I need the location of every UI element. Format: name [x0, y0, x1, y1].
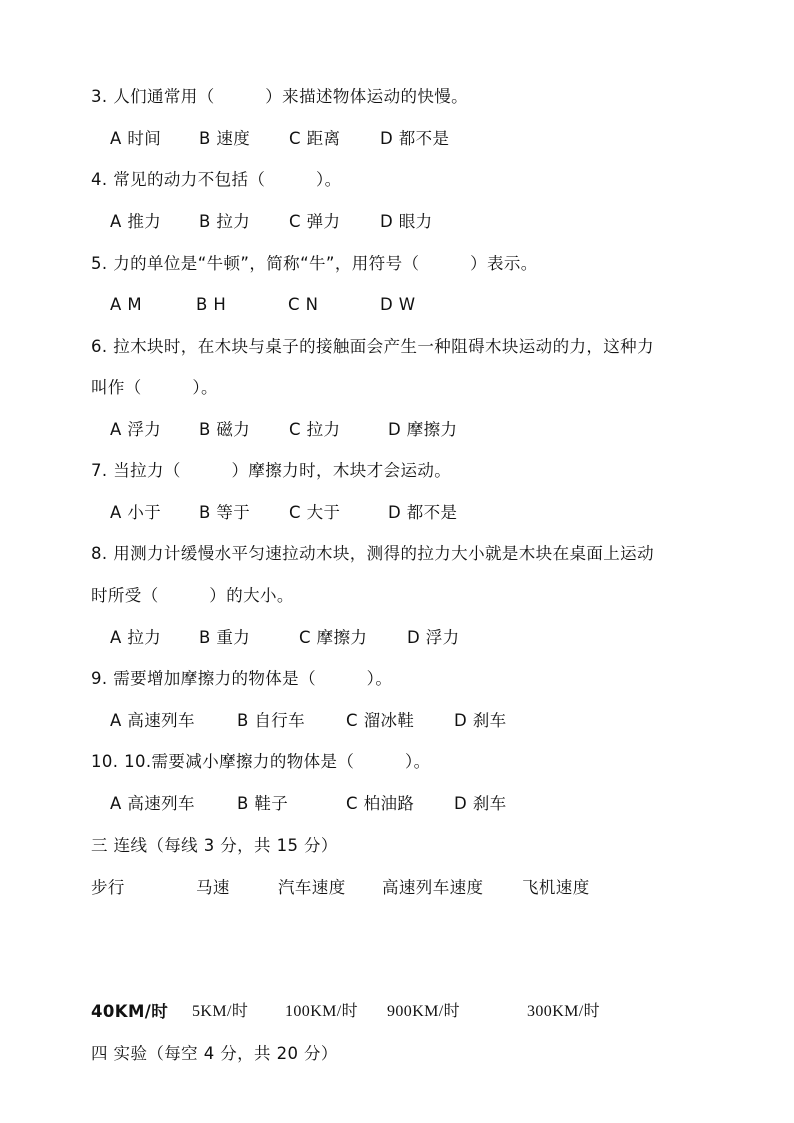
matching-bottom-item: 900KM/时	[387, 1003, 461, 1020]
option-a: A 浮力	[110, 420, 162, 439]
matching-bottom-item: 40KM/时	[91, 1002, 169, 1021]
question-5-stem: 5. 力的单位是“牛顿”，简称“牛”，用符号（ ）表示。	[91, 254, 538, 273]
matching-top-item: 飞机速度	[522, 878, 590, 897]
option-b: B 速度	[199, 129, 251, 148]
option-c: C 大于	[289, 503, 341, 522]
section-4-heading: 四 实验（每空 4 分，共 20 分）	[91, 1044, 338, 1063]
question-3-options	[110, 128, 750, 150]
option-b: B 鞋子	[237, 794, 289, 813]
question-8-options	[110, 627, 750, 649]
option-a: A 推力	[110, 212, 162, 231]
matching-bottom-item: 300KM/时	[527, 1003, 601, 1020]
question-8-stem: 8. 用测力计缓慢水平匀速拉动木块，测得的拉力大小就是木块在桌面上运动	[91, 544, 654, 563]
section-3-heading: 三 连线（每线 3 分，共 15 分）	[91, 836, 338, 855]
option-a: A 拉力	[110, 628, 162, 647]
option-d: D 刹车	[454, 794, 507, 813]
option-c: C 溜冰鞋	[346, 711, 415, 730]
option-a: A 时间	[110, 129, 162, 148]
option-d: D 都不是	[380, 129, 450, 148]
option-b: B H	[196, 295, 227, 314]
option-c: C 弹力	[289, 212, 341, 231]
option-d: D 浮力	[407, 628, 460, 647]
matching-bottom-item: 100KM/时	[285, 1003, 359, 1020]
option-a: A 高速列车	[110, 711, 195, 730]
option-b: B 拉力	[199, 212, 251, 231]
option-c: C 摩擦力	[299, 628, 368, 647]
option-d: D 摩擦力	[388, 420, 458, 439]
question-10-options	[110, 793, 750, 815]
question-9-options	[110, 710, 750, 732]
question-6-stem-continued: 叫作（ ）。	[91, 378, 218, 397]
matching-top-row	[0, 877, 794, 899]
option-c: C N	[288, 295, 319, 314]
matching-top-item: 马速	[196, 878, 230, 897]
question-9-stem: 9. 需要增加摩擦力的物体是（ ）。	[91, 669, 393, 688]
option-a: A M	[110, 295, 142, 314]
option-b: B 自行车	[237, 711, 306, 730]
matching-bottom-row	[0, 1001, 794, 1023]
question-5-options	[110, 294, 750, 316]
option-d: D 刹车	[454, 711, 507, 730]
question-6-stem: 6. 拉木块时，在木块与桌子的接触面会产生一种阻碍木块运动的力，这种力	[91, 337, 654, 356]
option-b: B 磁力	[199, 420, 251, 439]
matching-top-item: 高速列车速度	[382, 878, 484, 897]
option-c: C 距离	[289, 129, 341, 148]
option-c: C 拉力	[289, 420, 341, 439]
option-c: C 柏油路	[346, 794, 415, 813]
matching-bottom-item: 5KM/时	[192, 1003, 249, 1020]
option-d: D 眼力	[380, 212, 433, 231]
option-d: D W	[380, 295, 416, 314]
question-6-options	[110, 419, 750, 441]
option-b: B 重力	[199, 628, 251, 647]
option-b: B 等于	[199, 503, 251, 522]
question-10-stem: 10. 10.需要减小摩擦力的物体是（ ）。	[91, 752, 431, 771]
question-3-stem: 3. 人们通常用（ ）来描述物体运动的快慢。	[91, 87, 469, 106]
matching-top-item: 汽车速度	[278, 878, 346, 897]
option-d: D 都不是	[388, 503, 458, 522]
question-7-options	[110, 502, 750, 524]
question-7-stem: 7. 当拉力（ ）摩擦力时，木块才会运动。	[91, 461, 452, 480]
question-8-stem-continued: 时所受（ ）的大小。	[91, 586, 294, 605]
matching-top-item: 步行	[91, 878, 125, 897]
question-4-options	[110, 211, 750, 233]
question-4-stem: 4. 常见的动力不包括（ ）。	[91, 170, 342, 189]
option-a: A 高速列车	[110, 794, 195, 813]
option-a: A 小于	[110, 503, 162, 522]
